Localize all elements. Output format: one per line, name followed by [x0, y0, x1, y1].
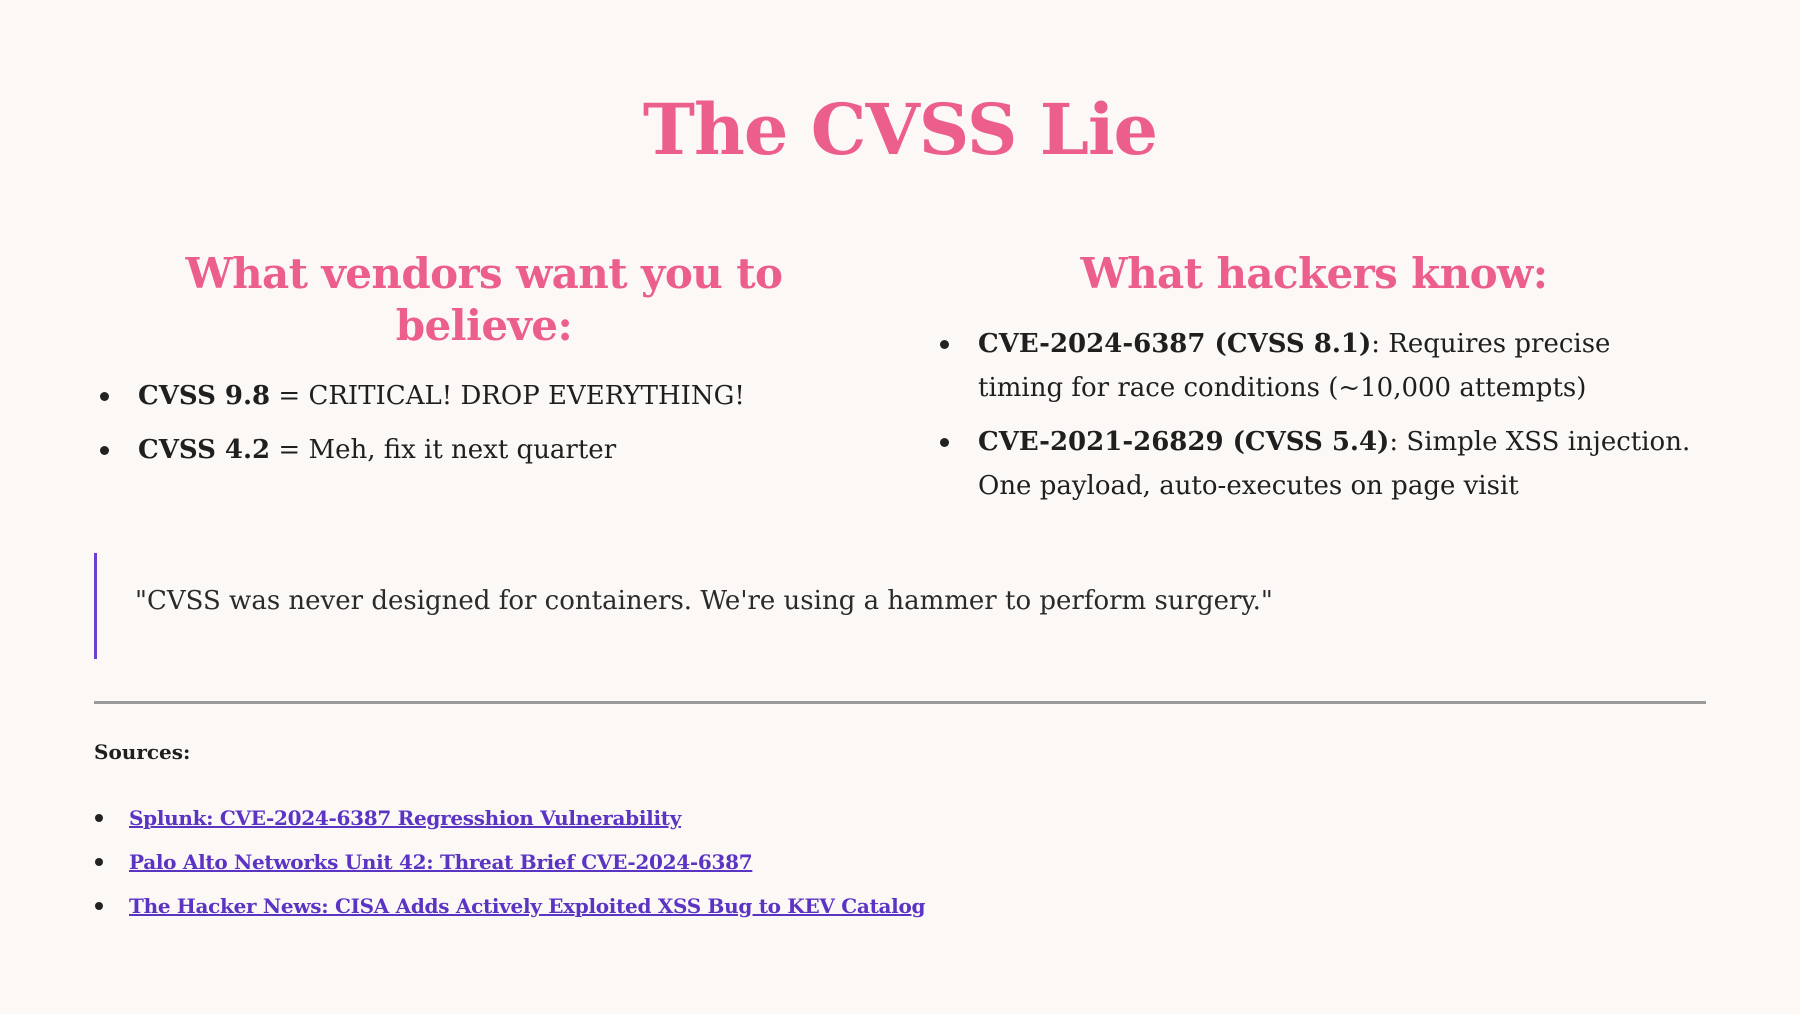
list-item	[94, 428, 874, 472]
list-item	[934, 420, 1694, 508]
source-item	[94, 800, 925, 844]
slide-title: The CVSS Lie	[642, 88, 1158, 171]
list-item	[934, 322, 1694, 410]
vendors-heading: What vendors want you to believe:	[185, 249, 783, 350]
sources-list	[94, 800, 925, 932]
vendors-column	[94, 248, 874, 482]
source-link-unit42[interactable]: Palo Alto Networks Unit 42: Threat Brief CVE-2024-6387	[129, 850, 753, 874]
item-term: CVE-2021-26829 (CVSS 5.4)	[978, 427, 1390, 457]
source-link-hackernews[interactable]: The Hacker News: CISA Adds Actively Exploited XSS Bug to KEV Catalog	[129, 894, 926, 918]
vendors-list	[94, 374, 874, 472]
hackers-column	[934, 248, 1694, 518]
sources-label: Sources:	[94, 740, 191, 764]
hackers-heading: What hackers know:	[1080, 249, 1548, 298]
hackers-list	[934, 322, 1694, 508]
source-link-splunk[interactable]: Splunk: CVE-2024-6387 Regresshion Vulnerability	[129, 806, 682, 830]
list-item	[94, 374, 874, 418]
divider	[94, 701, 1706, 704]
blockquote	[94, 553, 1704, 659]
item-term: CVSS 9.8	[138, 381, 271, 411]
source-item	[94, 844, 925, 888]
quote-text: "CVSS was never designed for containers. We're using a hammer to perform surgery."	[135, 586, 1273, 616]
item-term: CVE-2024-6387 (CVSS 8.1)	[978, 329, 1372, 359]
item-text: : Requires precise timing for race conditions (~10,000 attempts)	[978, 329, 1611, 403]
item-term: CVSS 4.2	[138, 435, 271, 465]
source-item	[94, 888, 925, 932]
item-text: = CRITICAL! DROP EVERYTHING!	[270, 381, 745, 411]
item-text: : Simple XSS injection. One payload, auto-executes on page visit	[978, 427, 1691, 501]
item-text: = Meh, fix it next quarter	[270, 435, 617, 465]
